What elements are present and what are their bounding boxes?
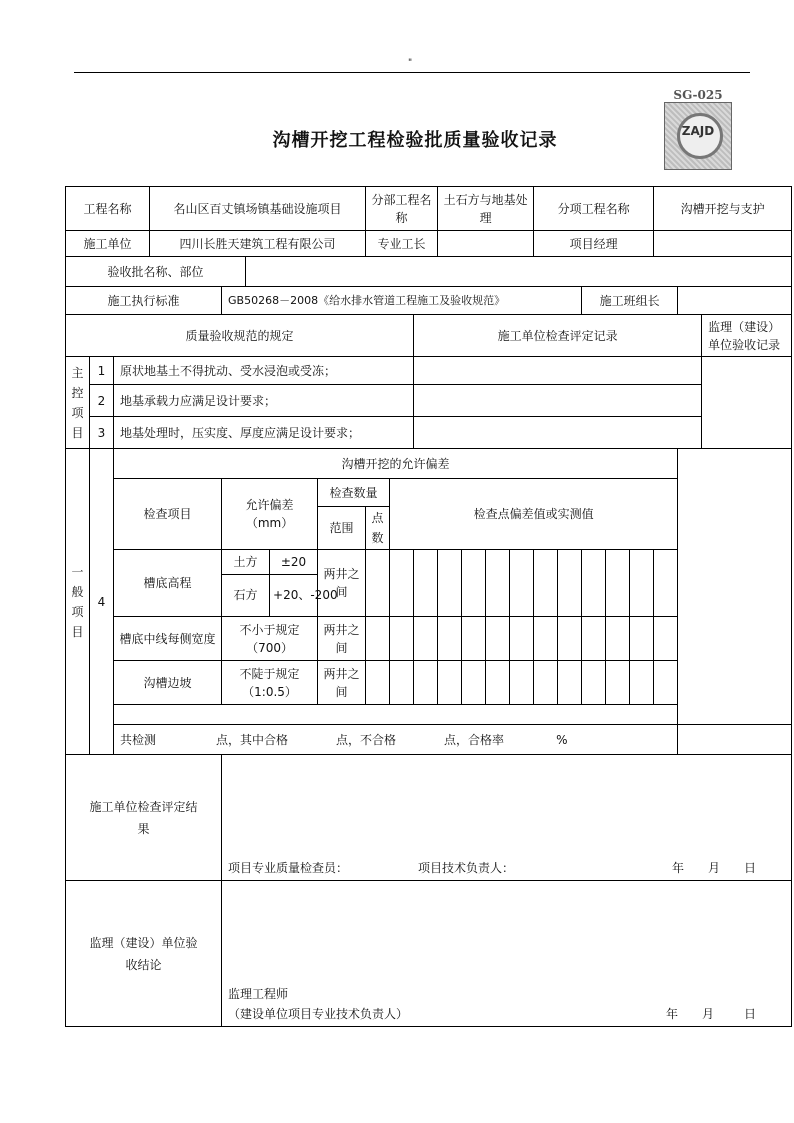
project-name: 名山区百丈镇场镇基础设施项目 <box>150 187 366 231</box>
col-qty: 检查数量 <box>318 479 390 507</box>
value-cell[interactable] <box>414 661 438 705</box>
general-label: 一般项目 <box>66 449 90 755</box>
supervisor-date-year: 年 <box>666 1007 679 1021</box>
foreman-label: 专业工长 <box>366 231 438 257</box>
standard-value: GB50268－2008《给水排水管道工程施工及验收规范》 <box>222 287 582 315</box>
value-cell[interactable] <box>390 550 414 617</box>
contractor-result-area[interactable] <box>222 755 792 881</box>
main-supervisor-cell[interactable] <box>702 357 792 449</box>
value-cell[interactable] <box>486 617 510 661</box>
item-project-label: 分项工程名称 <box>534 187 654 231</box>
sub-value: +20、-200 <box>273 588 338 603</box>
check-range: 两井之间 <box>318 661 366 705</box>
col-range: 范围 <box>318 507 366 550</box>
value-cell[interactable] <box>462 617 486 661</box>
spec-header: 质量验收规范的规定 <box>66 315 414 357</box>
stamp-logo: ZAJD <box>681 124 715 138</box>
stamp-box <box>664 102 732 170</box>
main-item-text: 地基承载力应满足设计要求； <box>114 385 414 417</box>
value-cell[interactable] <box>558 617 582 661</box>
main-item-check[interactable] <box>414 385 702 417</box>
supervisor-engineer-label: 监理工程师 <box>228 987 289 1001</box>
value-cell[interactable] <box>558 661 582 705</box>
main-item-check[interactable] <box>414 417 702 449</box>
value-cell[interactable] <box>630 550 654 617</box>
blank-row[interactable] <box>114 705 678 725</box>
sub-value: ±20 <box>270 550 318 574</box>
sub-type: 石方 <box>222 574 270 616</box>
stamp-code: SG-025 <box>673 88 723 102</box>
value-cell[interactable] <box>582 661 606 705</box>
supervisor-header: 监理（建设）单位验收记录 <box>702 315 792 357</box>
manager-label: 项目经理 <box>534 231 654 257</box>
value-cell[interactable] <box>582 617 606 661</box>
team-label: 施工班组长 <box>582 287 678 315</box>
value-cell[interactable] <box>558 550 582 617</box>
value-cell[interactable] <box>630 617 654 661</box>
zajd-stamp <box>662 88 734 174</box>
value-cell[interactable] <box>390 617 414 661</box>
value-cell[interactable] <box>510 617 534 661</box>
general-item-no: 4 <box>90 449 114 755</box>
supervisor-result-label: 监理（建设）单位验收结论 <box>66 881 222 1027</box>
check-range: 两井之间 <box>318 617 366 661</box>
value-cell[interactable] <box>510 550 534 617</box>
standard-label: 施工执行标准 <box>66 287 222 315</box>
contractor-date-day: 日 <box>744 861 757 875</box>
manager-value[interactable] <box>654 231 792 257</box>
contractor: 四川长胜天建筑工程有限公司 <box>150 231 366 257</box>
tech-lead-label: 项目技术负责人： <box>418 861 515 875</box>
quality-inspector-label: 项目专业质量检查员： <box>228 861 349 875</box>
col-item: 检查项目 <box>114 479 222 550</box>
contractor-date-year: 年 <box>672 861 685 875</box>
value-cell[interactable] <box>606 661 630 705</box>
value-cell[interactable] <box>534 550 558 617</box>
value-cell[interactable] <box>438 617 462 661</box>
summary-qualified: 点，其中合格 <box>216 732 289 747</box>
summary-line <box>114 725 678 755</box>
main-item-check[interactable] <box>414 357 702 385</box>
inspection-form <box>65 186 792 1027</box>
value-cell[interactable] <box>582 550 606 617</box>
value-cell[interactable] <box>654 617 678 661</box>
value-cell[interactable] <box>414 617 438 661</box>
value-cell[interactable] <box>606 617 630 661</box>
col-values: 检查点偏差值或实测值 <box>390 479 678 550</box>
supervisor-engineer-note: （建设单位项目专业技术负责人） <box>228 1007 409 1021</box>
check-points[interactable] <box>366 617 390 661</box>
col-allow: 允许偏差（mm） <box>222 479 318 550</box>
team-value[interactable] <box>678 287 792 315</box>
contractor-label: 施工单位 <box>66 231 150 257</box>
summary-supervisor-cell[interactable] <box>678 725 792 755</box>
check-item-name: 沟槽边坡 <box>114 661 222 705</box>
foreman-value[interactable] <box>438 231 534 257</box>
supervisor-date-month: 月 <box>702 1007 715 1021</box>
value-cell[interactable] <box>654 550 678 617</box>
check-header: 施工单位检查评定记录 <box>414 315 702 357</box>
value-cell[interactable] <box>534 661 558 705</box>
main-control-label: 主控项目 <box>66 357 90 449</box>
contractor-date-month: 月 <box>708 861 721 875</box>
check-item-name: 槽底高程 <box>114 550 222 617</box>
header-mark: " <box>408 58 413 68</box>
summary-total: 共检测 <box>120 732 157 747</box>
deviation-title: 沟槽开挖的允许偏差 <box>114 449 678 479</box>
main-item-no: 3 <box>90 417 114 449</box>
summary-rate: 点，合格率 <box>444 732 505 747</box>
check-allow: 不小于规定（700） <box>222 617 318 661</box>
check-item-name: 槽底中线每侧宽度 <box>114 617 222 661</box>
value-cell[interactable] <box>486 661 510 705</box>
value-cell[interactable] <box>462 550 486 617</box>
value-cell[interactable] <box>534 617 558 661</box>
value-cell[interactable] <box>510 661 534 705</box>
check-points[interactable] <box>366 661 390 705</box>
value-cell[interactable] <box>606 550 630 617</box>
general-supervisor-cell[interactable] <box>678 449 792 725</box>
summary-percent: % <box>556 732 568 747</box>
value-cell[interactable] <box>438 661 462 705</box>
page-title: 沟槽开挖工程检验批质量验收记录 <box>272 130 558 151</box>
batch-label: 验收批名称、部位 <box>66 257 246 287</box>
value-cell[interactable] <box>654 661 678 705</box>
sub-project-label: 分部工程名称 <box>366 187 438 231</box>
sub-project: 土石方与地基处理 <box>438 187 534 231</box>
check-points[interactable] <box>366 550 390 617</box>
check-allow: 不陡于规定（1:0.5） <box>222 661 318 705</box>
header-rule <box>74 72 750 73</box>
value-cell[interactable] <box>486 550 510 617</box>
contractor-result-label: 施工单位检查评定结果 <box>66 755 222 881</box>
main-item-text: 地基处理时，压实度、厚度应满足设计要求； <box>114 417 414 449</box>
value-cell[interactable] <box>390 661 414 705</box>
value-cell[interactable] <box>462 661 486 705</box>
item-project: 沟槽开挖与支护 <box>654 187 792 231</box>
batch-value[interactable] <box>246 257 792 287</box>
supervisor-date-day: 日 <box>744 1007 757 1021</box>
project-name-label: 工程名称 <box>66 187 150 231</box>
value-cell[interactable] <box>438 550 462 617</box>
supervisor-result-area[interactable] <box>222 881 792 1027</box>
value-cell[interactable] <box>414 550 438 617</box>
check-range: 两井之间 <box>318 550 366 617</box>
value-cell[interactable] <box>630 661 654 705</box>
main-item-text: 原状地基土不得扰动、受水浸泡或受冻； <box>114 357 414 385</box>
main-item-no: 2 <box>90 385 114 417</box>
sub-type: 土方 <box>222 550 270 574</box>
summary-unqualified: 点，不合格 <box>336 732 397 747</box>
main-item-no: 1 <box>90 357 114 385</box>
col-points: 点数 <box>366 507 390 550</box>
